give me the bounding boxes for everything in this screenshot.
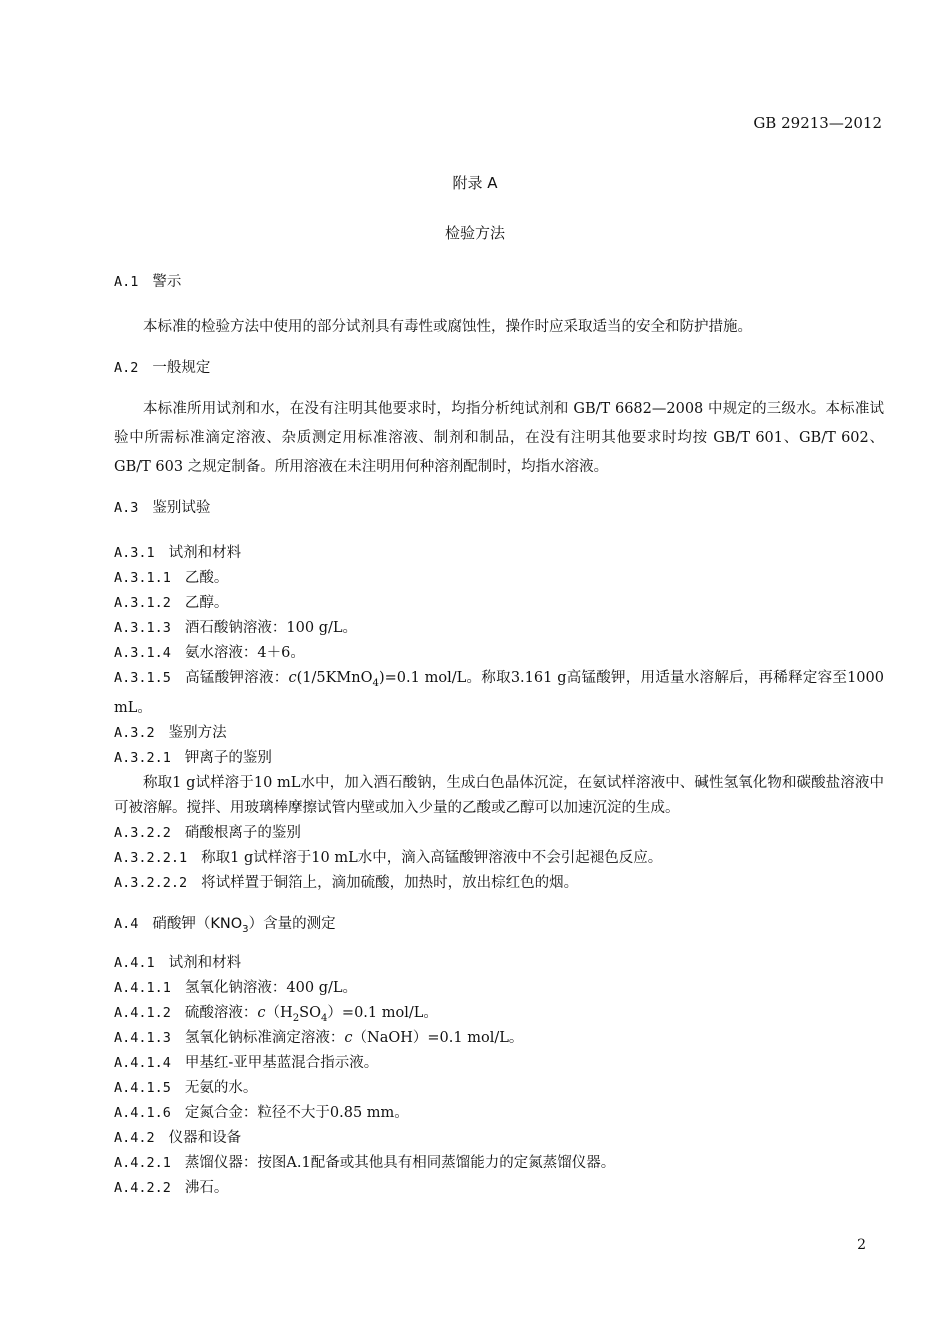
item-a315: A.3.1.5 高锰酸钾溶液：c(1/5KMnO$_4$)=0.1 mol/L。称取3.161 g高锰酸钾，用适量水溶解后，再稀释定容至1000 mL。 [114, 670, 884, 716]
item-a422: A.4.2.2 沸石。 [114, 1179, 229, 1196]
document-body [114, 268, 884, 1201]
page-number: 2 [857, 1237, 866, 1253]
item-a412: A.4.1.2 硫酸溶液：$c(H_2SO_4)=0.1$ mol/L。 [114, 1004, 438, 1024]
section-heading-a2: A.2 一般规定 [114, 360, 211, 376]
section-heading-a4: A.4 硝酸钾$(KNO_3)$含量的测定 [114, 915, 336, 935]
section-heading-a321: A.3.2.1 钾离子的鉴别 [114, 749, 272, 766]
item-a416: A.4.1.6 定氮合金：粒径不大于0.85 mm。 [114, 1104, 409, 1121]
item-a413: A.4.1.3 氢氧化钠标准滴定溶液：c（NaOH）=0.1 mol/L。 [114, 1029, 524, 1046]
section-heading-a31: A.3.1 试剂和材料 [114, 545, 242, 561]
paragraph-a2: 本标准所用试剂和水，在没有注明其他要求时，均指分析纯试剂和 GB/T 6682—2008 中规定的三级水。本标准试验中所需标准滴定溶液、杂质测定用标准溶液、制剂和制品，在没有注明其他要求时均按 GB/T 601、GB/T 602、GB/T 603 之规定制备。所用溶液在未注明用何种溶剂配制时，均指水溶液。 [114, 401, 884, 475]
document-code: GB 29213—2012 [753, 114, 882, 132]
section-heading-a1: A.1 警示 [114, 274, 182, 290]
item-a414: A.4.1.4 甲基红-亚甲基蓝混合指示液。 [114, 1054, 379, 1071]
annex-label: 附录 A [452, 174, 498, 192]
section-heading-a32: A.3.2 鉴别方法 [114, 724, 227, 741]
item-a311: A.3.1.1 乙酸。 [114, 570, 229, 586]
paragraph-a321: 称取1 g试样溶于10 mL水中，加入酒石酸钠，生成白色晶体沉淀，在氨试样溶液中、碱性氢氧化物和碳酸盐溶液中可被溶解。搅拌、用玻璃棒摩擦试管内壁或加入少量的乙酸或乙醇可以加速沉淀的生成。 [114, 774, 884, 816]
item-a411: A.4.1.1 氢氧化钠溶液：400 g/L。 [114, 979, 357, 996]
item-a3221: A.3.2.2.1 称取1 g试样溶于10 mL水中，滴入高锰酸钾溶液中不会引起褪色反应。 [114, 849, 663, 866]
item-a415: A.4.1.5 无氨的水。 [114, 1079, 258, 1096]
section-heading-a41: A.4.1 试剂和材料 [114, 954, 242, 971]
item-a421: A.4.2.1 蒸馏仪器：按图A.1配备或其他具有相同蒸馏能力的定氮蒸馏仪器。 [114, 1154, 616, 1171]
paragraph-a1: 本标准的检验方法中使用的部分试剂具有毒性或腐蚀性，操作时应采取适当的安全和防护措施。 [143, 319, 752, 335]
annex-title: 检验方法 [444, 224, 505, 242]
item-a313: A.3.1.3 酒石酸钠溶液：100 g/L。 [114, 620, 357, 636]
item-a312: A.3.1.2 乙醇。 [114, 595, 229, 611]
section-heading-a322: A.3.2.2 硝酸根离子的鉴别 [114, 824, 301, 841]
section-heading-a42: A.4.2 仪器和设备 [114, 1129, 242, 1146]
section-heading-a3: A.3 鉴别试验 [114, 500, 211, 516]
item-a314: A.3.1.4 氨水溶液：4＋6。 [114, 645, 305, 661]
item-a3222: A.3.2.2.2 将试样置于铜箔上，滴加硫酸，加热时，放出棕红色的烟。 [114, 874, 579, 891]
